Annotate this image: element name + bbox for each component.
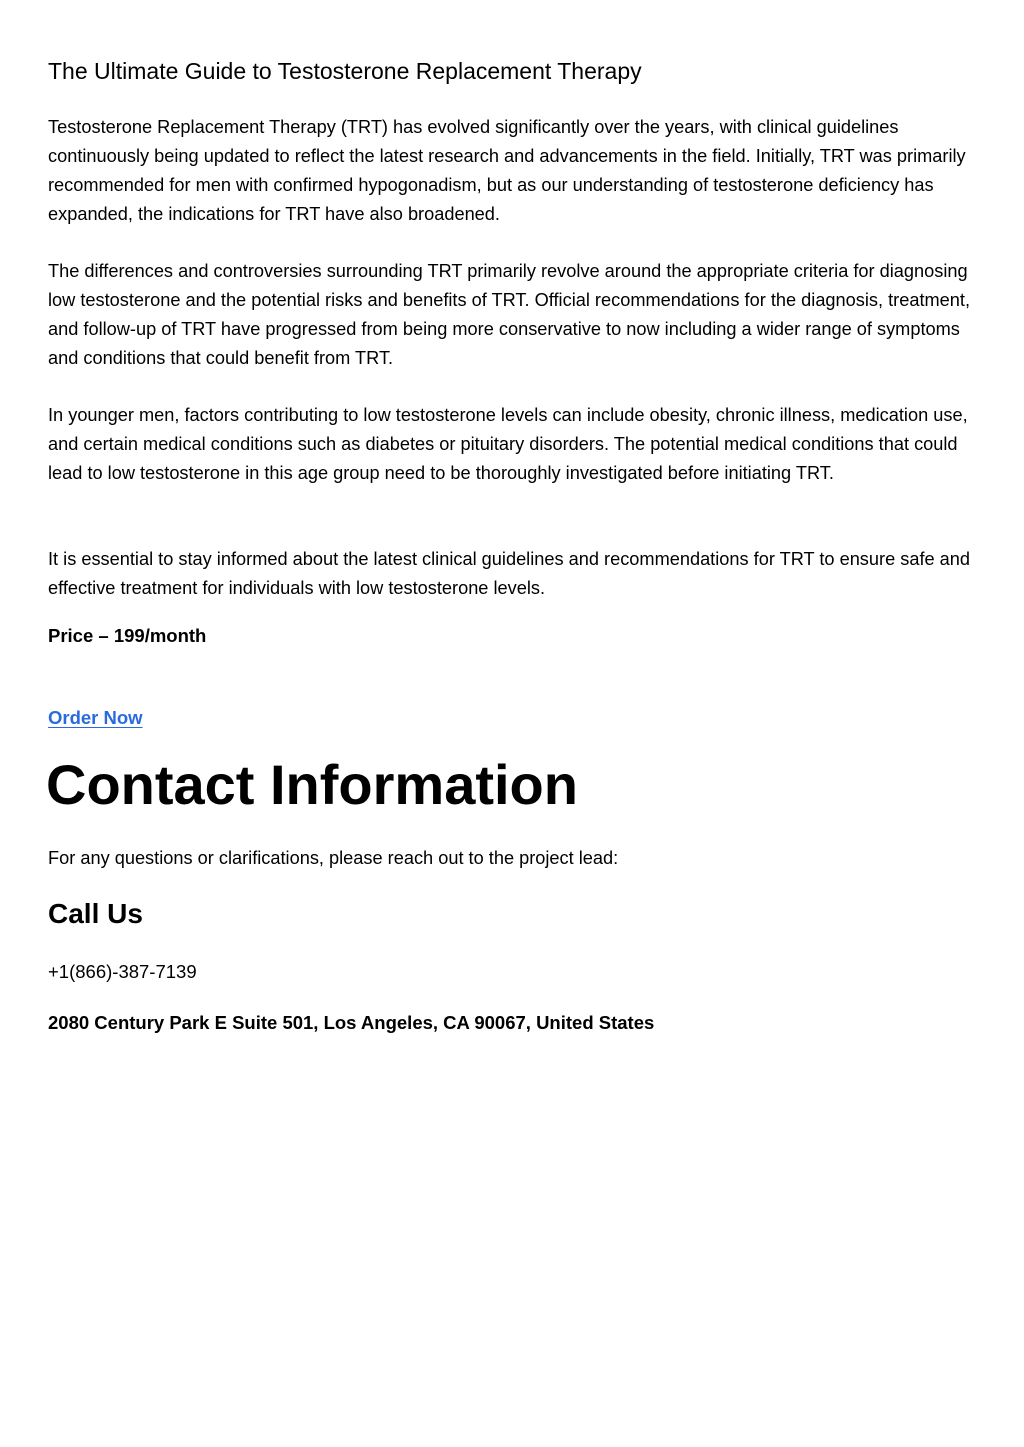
address: 2080 Century Park E Suite 501, Los Angeles, CA 90067, United States — [48, 1012, 655, 1033]
contact-intro: For any questions or clarifications, please reach out to the project lead: — [48, 848, 619, 868]
phone-number: +1(866)-387-7139 — [48, 961, 197, 982]
body-paragraph-3: In younger men, factors contributing to low testosterone levels can include obesity, chronic illness, medication use, and certain medical conditions such as diabetes or pituitary disorders. The potential medical conditions that could lead to low testosterone in this age group need to be thoroughly investigated before initiating TRT. — [48, 405, 968, 483]
price-label: Price – 199/month — [48, 625, 207, 646]
body-paragraph-2: The differences and controversies surrounding TRT primarily revolve around the appropriate criteria for diagnosing low testosterone and the potential risks and benefits of TRT. Official recommendations for the diagnosis, treatment, and follow-up of TRT have progressed from being more conservative to now including a wider range of symptoms and conditions that could benefit from TRT. — [48, 261, 970, 368]
body-paragraph-1: Testosterone Replacement Therapy (TRT) has evolved significantly over the years, with clinical guidelines continuously being updated to reflect the latest research and advancements in the field. Initially, TRT was primarily recommended for men with confirmed hypogonadism, but as our understanding of testosterone deficiency has expanded, the indications for TRT have also broadened. — [48, 117, 966, 224]
call-us-heading: Call Us — [48, 898, 143, 929]
contact-heading: Contact Information — [46, 753, 578, 816]
body-paragraph-4: It is essential to stay informed about the latest clinical guidelines and recommendations for TRT to ensure safe and effective treatment for individuals with low testosterone levels. — [48, 549, 971, 598]
document-title: The Ultimate Guide to Testosterone Replacement Therapy — [48, 58, 642, 84]
order-now-link[interactable]: Order Now — [48, 707, 143, 728]
